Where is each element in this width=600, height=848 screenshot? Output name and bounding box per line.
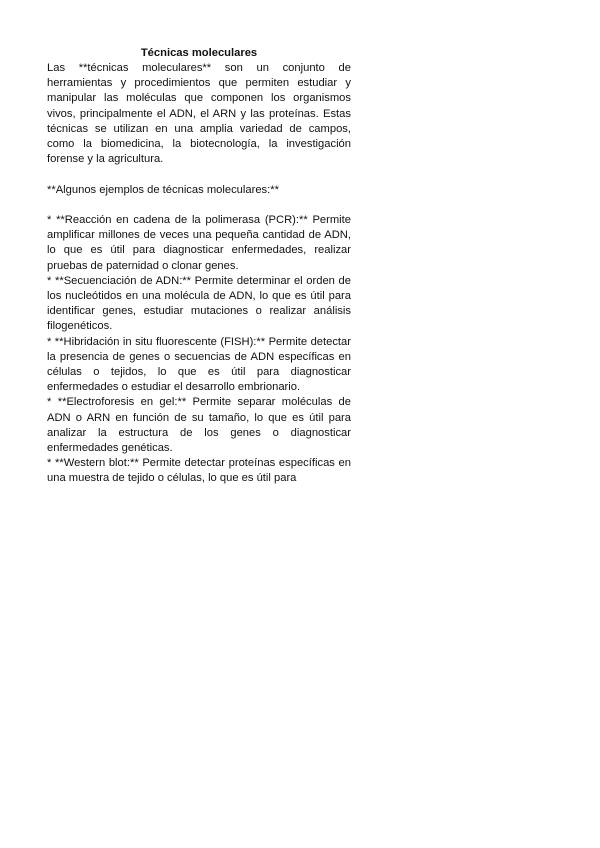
list-item-western-blot: * **Western blot:** Permite detectar proteínas específicas en una muestra de tejido o células, lo que es útil para <box>47 457 351 485</box>
list-item-electrophoresis: * **Electroforesis en gel:** Permite separar moléculas de ADN o ARN en función de su tamaño, lo que es útil para analizar la estructura de los genes o diagnosticar enfermedades genéticas. <box>47 396 351 455</box>
blank-line <box>47 198 351 213</box>
intro-paragraph: Las **técnicas moleculares** son un conjunto de herramientas y procedimientos que permiten estudiar y manipular las moléculas que componen los organismos vivos, principalmente el ADN, el ARN y las proteínas. Estas técnicas se utilizan en una amplia variedad de campos, como la biomedicina, la biotecnología, la investigación forense y la agricultura. <box>47 62 351 166</box>
technique-list <box>47 213 351 487</box>
document-page <box>47 46 351 487</box>
blank-line <box>47 167 351 182</box>
list-item-sequencing: * **Secuenciación de ADN:** Permite determinar el orden de los nucleótidos en una molécula de ADN, lo que es útil para identificar genes, estudiar mutaciones o realizar análisis filogenéticos. <box>47 274 351 333</box>
list-item-fish: * **Hibridación in situ fluorescente (FISH):** Permite detectar la presencia de genes o secuencias de ADN específicas en células o tejidos, lo que es útil para diagnosticar enfermedades o estudiar el desarrollo embrionario. <box>47 335 351 394</box>
list-item-pcr: * **Reacción en cadena de la polimerasa (PCR):** Permite amplificar millones de veces una pequeña cantidad de ADN, lo que es útil para diagnosticar enfermedades, realizar pruebas de paternidad o clonar genes. <box>47 214 351 272</box>
document-title: Técnicas moleculares <box>140 47 258 59</box>
examples-heading: **Algunos ejemplos de técnicas moleculares:** <box>47 183 279 196</box>
